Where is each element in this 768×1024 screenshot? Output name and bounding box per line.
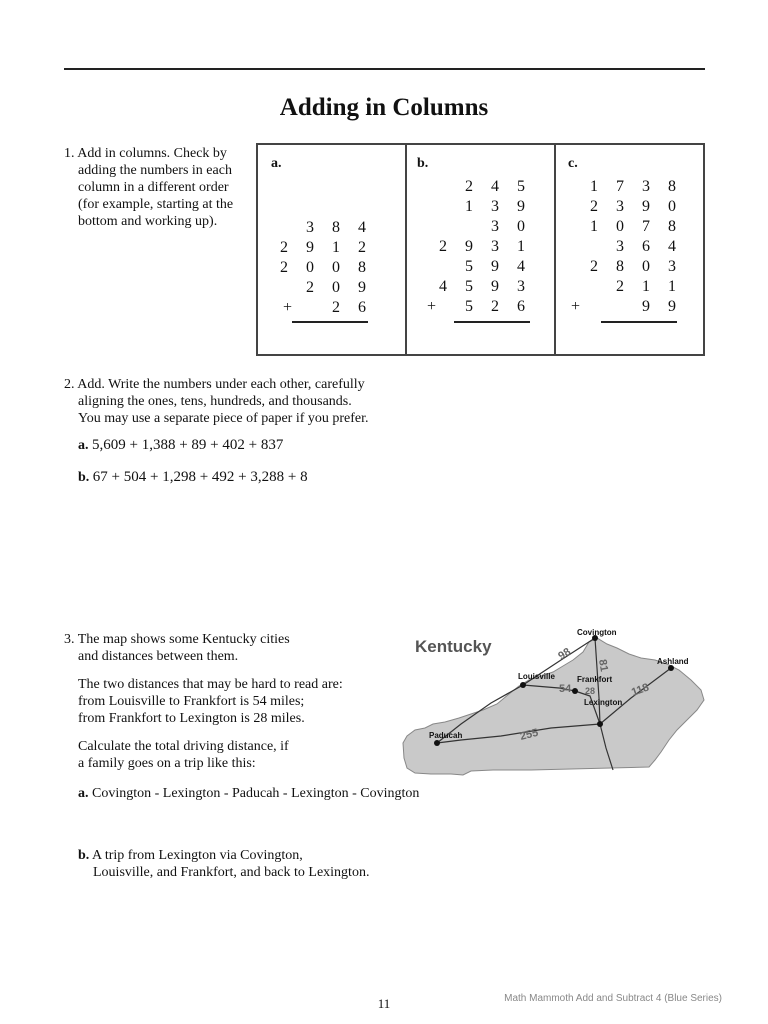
distance-covington-lexington: 81 <box>596 658 610 673</box>
q1-line-4: (for example, starting at the <box>78 197 234 212</box>
column-c-label: c. <box>568 156 578 171</box>
frankfort-dot <box>572 688 578 694</box>
kentucky-map <box>401 628 705 776</box>
addend: + 2 6 <box>282 299 373 316</box>
addend: 2 8 0 3 <box>590 258 683 275</box>
column-b-label: b. <box>417 156 429 171</box>
q3-line-4: from Louisville to Frankfort is 54 miles; <box>78 694 305 709</box>
column-b <box>407 145 556 354</box>
q2-line-1: 2. Add. Write the numbers under each other, carefully <box>64 377 365 392</box>
q3-b-text-2: Louisville, and Frankfort, and back to Lexington. <box>93 865 370 880</box>
column-c-numbers <box>571 177 683 317</box>
addend: 2 0 9 <box>306 279 373 296</box>
q3-part-b <box>64 847 498 881</box>
addend: + 9 9 <box>570 298 683 315</box>
distance-frankfort-lexington: 28 <box>585 686 596 696</box>
page-title: Adding in Columns <box>279 94 489 121</box>
q2-a-expression: 5,609 + 1,388 + 89 + 402 + 837 <box>92 437 284 453</box>
q3-a-text: Covington - Lexington - Paducah - Lexington - Covington <box>92 786 420 801</box>
distance-lexington-ashland: 118 <box>629 681 651 699</box>
q1-line-5: bottom and working up). <box>78 214 218 229</box>
q3-line-5: from Frankfort to Lexington is 28 miles. <box>78 711 305 726</box>
q2-line-2: aligning the ones, tens, hundreds, and thousands. <box>78 394 352 409</box>
sum-line <box>292 321 368 323</box>
label-lexington: Lexington <box>584 698 623 707</box>
q3-a-label: a. <box>78 786 89 801</box>
q3-line-3: The two distances that may be hard to read are: <box>78 677 343 692</box>
map-title: Kentucky <box>415 637 492 656</box>
addend: + 5 2 6 <box>426 298 532 315</box>
q2-line-3: You may use a separate piece of paper if you prefer. <box>78 411 369 426</box>
distance-louisville-covington: 98 <box>556 645 573 663</box>
addend: 3 0 <box>491 218 532 235</box>
q3-line-1: 3. The map shows some Kentucky cities <box>64 632 290 647</box>
q2-a-label: a. <box>78 438 89 453</box>
q1-line-1: 1. Add in columns. Check by <box>64 146 227 161</box>
q3-line-2: and distances between them. <box>78 649 239 664</box>
q2-block <box>64 376 424 486</box>
footer-credit: Math Mammoth Add and Subtract 4 (Blue Series) <box>504 993 722 1004</box>
q2-part-b <box>64 469 424 486</box>
addend: 1 3 9 <box>465 198 532 215</box>
addend: 1 0 7 8 <box>590 218 683 235</box>
label-covington: Covington <box>577 628 617 637</box>
q2-part-a <box>64 437 424 454</box>
label-frankfort: Frankfort <box>577 675 613 684</box>
q3-line-7: a family goes on a trip like this: <box>78 756 256 771</box>
addend: 3 6 4 <box>616 238 683 255</box>
addend: 2 4 5 <box>465 178 532 195</box>
addend: 2 0 0 8 <box>280 259 373 276</box>
top-rule <box>64 68 705 70</box>
addend: 1 7 3 8 <box>590 178 683 195</box>
q1-line-2: adding the numbers in each <box>78 163 232 178</box>
addend: 3 8 4 <box>306 219 373 236</box>
q2-b-expression: 67 + 504 + 1,298 + 492 + 3,288 + 8 <box>92 469 308 485</box>
q3-b-label: b. <box>78 848 90 863</box>
column-c <box>556 145 703 354</box>
paducah-dot <box>434 740 440 746</box>
q3-line-6: Calculate the total driving distance, if <box>78 739 289 754</box>
label-louisville: Louisville <box>518 672 555 681</box>
q3-b-text-1: A trip from Lexington via Covington, <box>92 848 303 863</box>
addend: 4 5 9 3 <box>439 278 532 295</box>
distance-lexington-paducah: 255 <box>518 726 540 743</box>
sum-line <box>601 321 677 323</box>
label-ashland: Ashland <box>657 657 689 666</box>
addend: 2 1 1 <box>616 278 683 295</box>
addend: 2 9 3 1 <box>439 238 532 255</box>
distance-louisville-frankfort: 54 <box>559 683 572 695</box>
addend: 5 9 4 <box>465 258 532 275</box>
addition-grid <box>256 143 705 356</box>
column-a-numbers <box>280 218 373 318</box>
sum-line <box>454 321 530 323</box>
addend: 2 3 9 0 <box>590 198 683 215</box>
q3-block <box>64 631 420 881</box>
q3-part-a <box>64 785 498 802</box>
column-a-label: a. <box>271 156 282 171</box>
q1-line-3: column in a different order <box>78 180 229 195</box>
page-number: 11 <box>377 996 391 1011</box>
label-paducah: Paducah <box>429 731 463 740</box>
q1-instructions <box>64 145 254 230</box>
lexington-dot <box>597 721 603 727</box>
addend: 2 9 1 2 <box>280 239 373 256</box>
q2-b-label: b. <box>78 470 90 485</box>
column-b-numbers <box>427 177 532 317</box>
column-a <box>258 145 407 354</box>
louisville-dot <box>520 682 526 688</box>
